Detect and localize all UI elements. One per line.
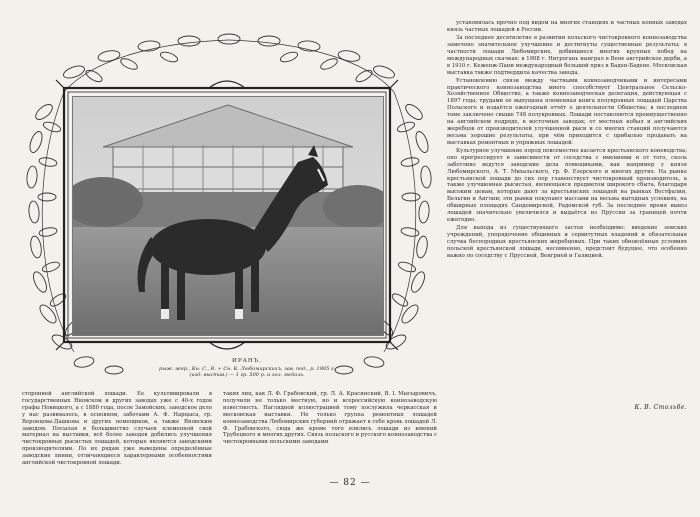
- bottom-text-column-left: сторонней английской лошади. Ее культивировали в государственных Яновском и других заводах уже с 40-х годов графы Новицкого, а с 1880 года, после Замойских, заводское дело у нас развивалось, в основном, заботами А. Ф. Нарцыса, гр. Воронцова-Дашкова и других помещиков, а также Яновским заводом. Посылая в большинство случаев племенной свой материал на выставки, всё более заводов добились улучшения чистокровных рысистых лошадей, которые являются заводскими производителями. По их рядам уже выведены определённые заводские линии, отличающиеся характерными особенностями английской чистокровной лошади.: [22, 391, 212, 467]
- wreath-top-leaves: [62, 34, 396, 84]
- paragraph: Для выхода из существующего застоя необходимо: введение земских учреждений, упорядочение общинных и сервитутных владений и обязательная случка беспородных крестьянских жеребцовых. При таких обновлённых условиях польской крестьянской лошади, несомненно, предстоит будущее, что особенно важно по соседству с Пруссией, Венгрией и Галицией.: [447, 225, 687, 259]
- horse-photograph: [72, 96, 384, 336]
- right-text-column: [447, 20, 687, 450]
- paragraph: Культурное улучшение пород повсеместно касается крестьянского коневодства; оно прогрессирует в зависимости от соседства с имениями и от того, сколь заботливо ведутся заводские дела помещиками, как например у князя Любомирского, А. Т. Михальского, гр. Ф. Езерского и многих других. На рынке крестьянской лошади до сих пор главенствует чистокровный производитель, а также улучшенная рысистая, являющаяся предметом широкого сбыта, благодаря высоким ценам, которые дают за крестьянских лошадей на рынках Вестфалии, Бельгии и Англии; эти рынки покупают массами на весьма выгодных условиях, на обширных площадях Сандомирской, Радомской губ. За последнее время вывоз лошадей значительно увеличился и выдаётся из Пруссии за границей почти ежегодно.: [447, 147, 687, 223]
- horse-illustration: [14, 32, 444, 382]
- wreath-right-leaves: [377, 102, 432, 352]
- paragraph: За последнее десятилетие в развитии польского чистокровного коннозаводства замечено значительное улучшение и достигнуты существенные результаты; в частности лошади Любомирских, добившиеся многих крупных побед на международных скачках: в 1908 г. Нитрогань выиграл в Вене австрийское дерби, а в 1910 г. Кеженж-Пани международный большой приз в Баден-Бадене. Московская выставка также подтвердила качества завода.: [447, 35, 687, 76]
- bottom-text-column-middle: таких лиц, как Л. Ф. Грабовский, гр. Л. А. Красинский, В. I. Мысыровичъ, получили не только местную, но и всероссийскую коннозаводскую известность. Наглядной иллюстрацией тому послужила черкасская и московская выставки. Не только группа ремонтных лошадей коннозаводства Любомирских губерний отражает в себе кровь лошадей Л. Ф. Грабовского, сюда же кроме того влились лошади из имений Трубецкого и многих других. Связь польского и русского коннозаводства с чистокровными польскими заводами: [223, 391, 437, 446]
- caption-line-2: (изд. выстав.) — 1 гр. 500 р. и зол. медаль.: [189, 372, 305, 378]
- author-signature: К. В. Стольбе.: [634, 404, 687, 411]
- paragraph: Установлению связи между частными коннозаводчиками и интересами практического коннозаводства много способствует Центральное Сельско-Хозяйственное Общество, а также коннозаводческая делегация, действующая с 1897 года; трудами ее выпущена племенная книга полукровных лошадей Царства Польского и издаётся ежегодный отчёт о деятельности Общества; в последнем томе заключено свыше 748 полукровных. Лошади поставляются преимущественно на английском подряде, в восточных заводах; от местных кобыл и английских жеребцов от производителей улучшенной рыси и со многих станций получаются весьма хорошие результаты, при чём приходится с прибылью продавать на выставках ремонтных и упряжных лошадей.: [447, 77, 687, 146]
- figure-caption: [132, 358, 362, 379]
- page-number: — 82 —: [329, 478, 371, 488]
- paragraph: установилась прочно под видом на многих станциях и частных конных заводах князь частных лошадей в России.: [447, 20, 687, 33]
- horse-name: ИРАНЪ,: [232, 358, 262, 364]
- caption-line-1: рыж. жер., Кн. С., В. + Сн. К. Любомирскихъ, зав. под., р. 1905 г.: [159, 365, 335, 372]
